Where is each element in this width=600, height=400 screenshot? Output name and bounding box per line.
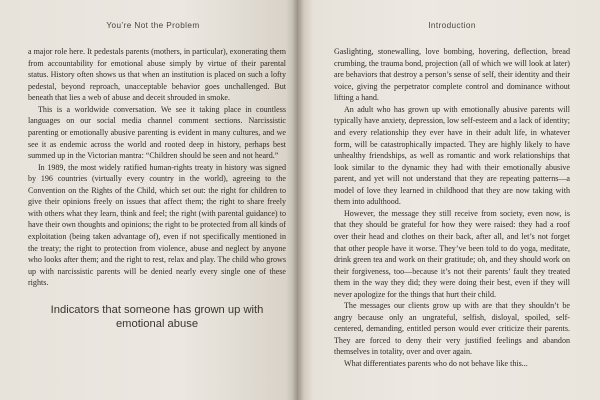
- left-paragraph-2: This is a worldwide conversation. We see it taking place in countless languages on our social media channel comment sections. Narcissistic parenting or emotionally abusive parenting is evident in many cultures, and we see it as endemic across the world and rooted deep in history, perhaps best summed up in the Victorian mantra: “Children should be seen and not heard.”: [28, 104, 286, 161]
- right-running-head: Introduction: [428, 21, 476, 30]
- right-paragraph-5: What differentiates parents who do not behave like this...: [344, 358, 528, 368]
- right-paragraph-4: The messages our clients grow up with are that they shouldn’t be angry because only an ungrateful, selfish, disloyal, spoiled, self-centered, demanding, entitled person would ever criticize their parents. They are forced to deny their very justified feelings and abandon themselves in totality, over and over again.: [334, 301, 570, 357]
- left-paragraph-3: In 1989, the most widely ratified human-rights treaty in history was signed by 196 countries (virtually every country in the world), agreeing to the Convention on the Rights of the Child, which set out: the right for children to give their opinions freely on issues that affect them; the right to share freely with others what they learn, think and feel; the right (with parental guidance) to have their own thoughts and opinions; the right to be protected from all kinds of exploitation (being taken advantage of), even if not specifically mentioned in the treaty; the right to protection from violence, abuse and neglect by anyone who looks after them; and the right to rest, relax and play. The child who grows up with narcissistic parents will be denied nearly every single one of these rights.: [28, 162, 286, 288]
- right-page: [298, 0, 600, 400]
- section-heading: Indicators that someone has grown up with emotional abuse: [50, 303, 264, 330]
- right-paragraph-1: Gaslighting, stonewalling, love bombing, hovering, deflection, bread crumbing, the trauma bond, projection (all of which we will look at later) are behaviors that destroy a person’s sense of self, their identity and their voice, giving the perpetrator complete control and dominance without lifting a hand.: [334, 47, 570, 103]
- left-page: [0, 0, 298, 400]
- left-paragraph-1: a major role here. It pedestals parents (mothers, in particular), exonerating them from accountability for emotional abuse simply by virtue of their parental status. History often shows us that when an institution is placed on such a lofty pedestal, beyond reproach, unacceptable behavior goes unchallenged. But beneath that lies a web of abuse and deceit shrouded in smoke.: [28, 47, 286, 103]
- right-paragraph-3: However, the message they still receive from society, even now, is that they should be grateful for how they were raised: they had a roof over their head and clothes on their back, after all, and let’s not forget that other people have it worse. They’ve been told to do yoga, meditate, drink green tea and work on their gratitude; oh, and they should work on their forgiveness, too—because it’s not their parents’ fault they treated them in the way they did; they were doing their best, even if they will never apologize for the things that hurt their child.: [334, 208, 570, 299]
- left-running-head: You’re Not the Problem: [106, 21, 200, 30]
- right-paragraph-2: An adult who has grown up with emotionally abusive parents will typically have anxiety, depression, low self-esteem and a lack of identity; and every relationship they ever have in their adult life, in whatever form, will be catastrophically impacted. They are highly likely to have unhealthy friendships, as well as romantic and work relationships that look similar to the dynamic they had with their emotionally abusive parent, and yet will not understand that they are repeating patterns—a model of love they learned in childhood that they are now taking with them into adulthood.: [334, 104, 570, 207]
